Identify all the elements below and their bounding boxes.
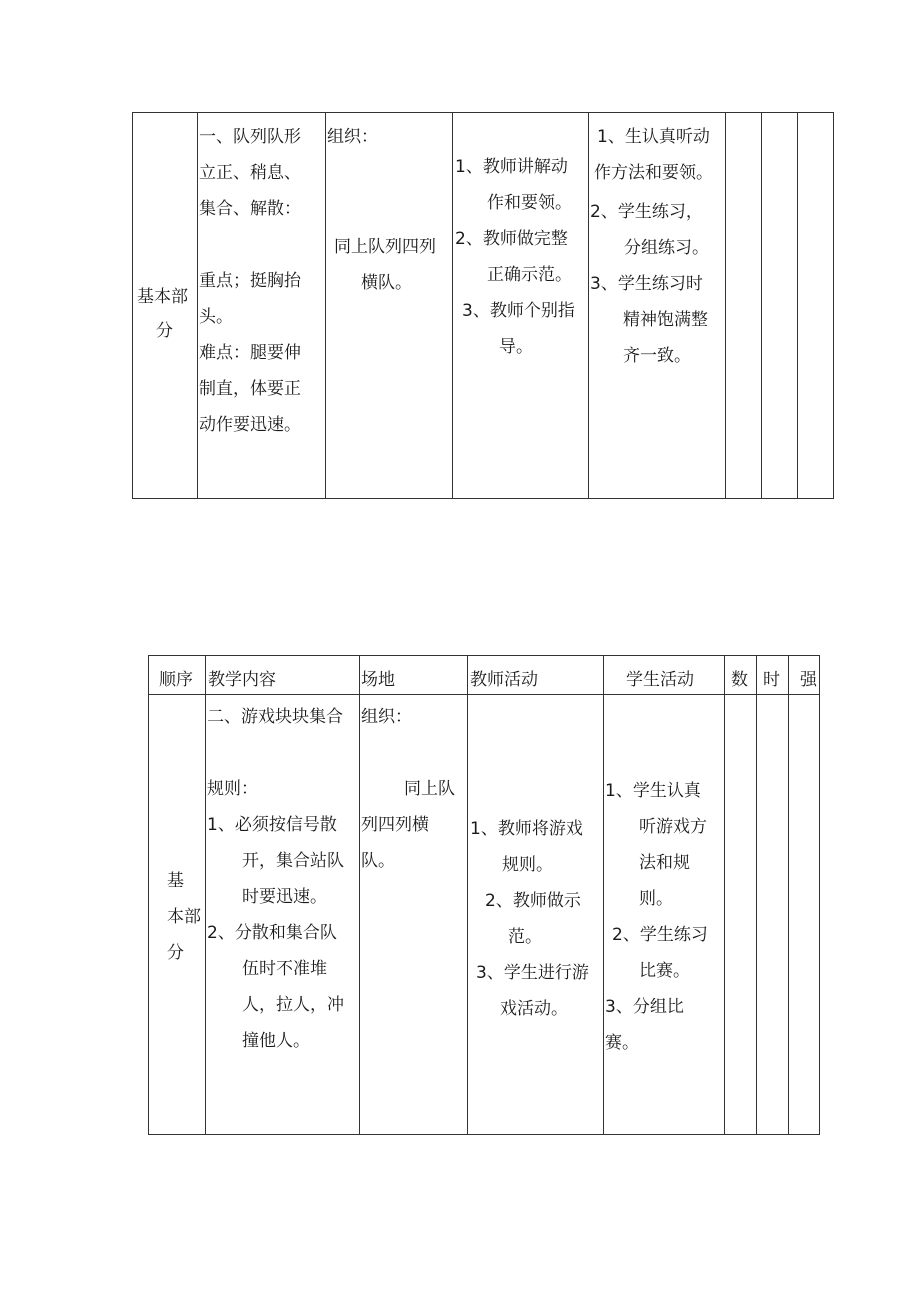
student-line: 1、生认真听动 (597, 127, 710, 147)
student-line: 2、学生练习 (612, 925, 708, 945)
student-line: 分组练习。 (624, 238, 709, 258)
lesson-table-1 (132, 112, 834, 499)
header-venue: 场地 (360, 656, 468, 695)
content-line: 时要迅速。 (242, 887, 327, 907)
student-line: 赛。 (605, 1033, 639, 1053)
student-line: 2、学生练习， (590, 202, 703, 222)
content-cell (198, 113, 326, 499)
teacher-activity-cell (468, 695, 604, 1135)
content-line: 1、必须按信号散 (207, 815, 337, 835)
venue-line: 组织： (327, 127, 378, 147)
header-order: 顺序 (149, 656, 206, 695)
teacher-line: 1、教师将游戏 (470, 819, 583, 839)
teacher-line: 规则。 (502, 855, 553, 875)
venue-cell (326, 113, 453, 499)
teacher-line: 戏活动。 (500, 999, 568, 1019)
header-count: 数 (725, 656, 757, 695)
teacher-activity-cell (453, 113, 589, 499)
teacher-line: 导。 (499, 337, 533, 357)
section-text: 基本部 (137, 287, 188, 307)
content-line: 规则： (207, 779, 258, 799)
content-line: 开，集合站队 (242, 851, 344, 871)
lesson-table-2 (148, 655, 820, 1135)
section-text: 分 (167, 943, 184, 963)
student-line: 法和规 (639, 853, 690, 873)
venue-line: 横队。 (361, 273, 412, 293)
header-student: 学生活动 (604, 656, 725, 695)
student-line: 听游戏方 (639, 817, 707, 837)
section-text: 基 (167, 871, 184, 891)
content-line: 立正、稍息、 (199, 163, 301, 183)
content-line: 头。 (199, 307, 233, 327)
intensity-cell (798, 113, 834, 499)
student-activity-cell (589, 113, 726, 499)
teacher-line: 作和要领。 (487, 193, 572, 213)
content-cell (206, 695, 360, 1135)
student-line: 齐一致。 (623, 346, 691, 366)
venue-line: 列四列横 (361, 815, 429, 835)
teacher-line: 2、教师做完整 (455, 229, 568, 249)
student-line: 则。 (639, 889, 673, 909)
student-line: 3、学生练习时 (590, 274, 703, 294)
student-line: 作方法和要领。 (594, 163, 713, 183)
content-line: 动作要迅速。 (199, 415, 301, 435)
section-text: 本部 (167, 907, 201, 927)
student-line: 比赛。 (639, 961, 690, 981)
header-teacher: 教师活动 (468, 656, 604, 695)
teacher-line: 范。 (508, 927, 542, 947)
venue-line: 同上队 (404, 779, 455, 799)
venue-line: 队。 (361, 851, 395, 871)
header-time: 时 (757, 656, 789, 695)
teacher-line: 1、教师讲解动 (455, 157, 568, 177)
teacher-line: 3、学生进行游 (476, 963, 589, 983)
content-line: 撞他人。 (242, 1031, 310, 1051)
header-content: 教学内容 (206, 656, 360, 695)
teacher-line: 正确示范。 (487, 265, 572, 285)
section-cell (133, 113, 198, 499)
content-line: 难点：腿要伸 (199, 343, 301, 363)
content-line: 集合、解散： (199, 199, 301, 219)
time-cell (757, 695, 789, 1135)
content-line: 一、队列队形 (199, 127, 301, 147)
teacher-line: 2、教师做示 (485, 891, 581, 911)
section-text: 分 (156, 321, 173, 341)
teacher-line: 3、教师个别指 (462, 301, 575, 321)
student-line: 1、学生认真 (605, 781, 701, 801)
content-line: 制直，体要正 (199, 379, 301, 399)
count-cell (725, 695, 757, 1135)
content-line: 伍时不准堆 (242, 959, 327, 979)
student-activity-cell (604, 695, 725, 1135)
student-line: 精神饱满整 (623, 310, 708, 330)
count-cell (726, 113, 762, 499)
content-line: 二、游戏块块集合 (207, 707, 343, 727)
header-intensity: 强 (789, 656, 820, 695)
venue-cell (360, 695, 468, 1135)
intensity-cell (789, 695, 820, 1135)
time-cell (762, 113, 798, 499)
section-cell (149, 695, 206, 1135)
student-line: 3、分组比 (605, 997, 684, 1017)
content-line: 人，拉人，冲 (242, 995, 344, 1015)
content-line: 重点；挺胸抬 (199, 271, 301, 291)
venue-line: 同上队列四列 (334, 237, 436, 257)
content-line: 2、分散和集合队 (207, 923, 337, 943)
venue-line: 组织： (361, 707, 412, 727)
